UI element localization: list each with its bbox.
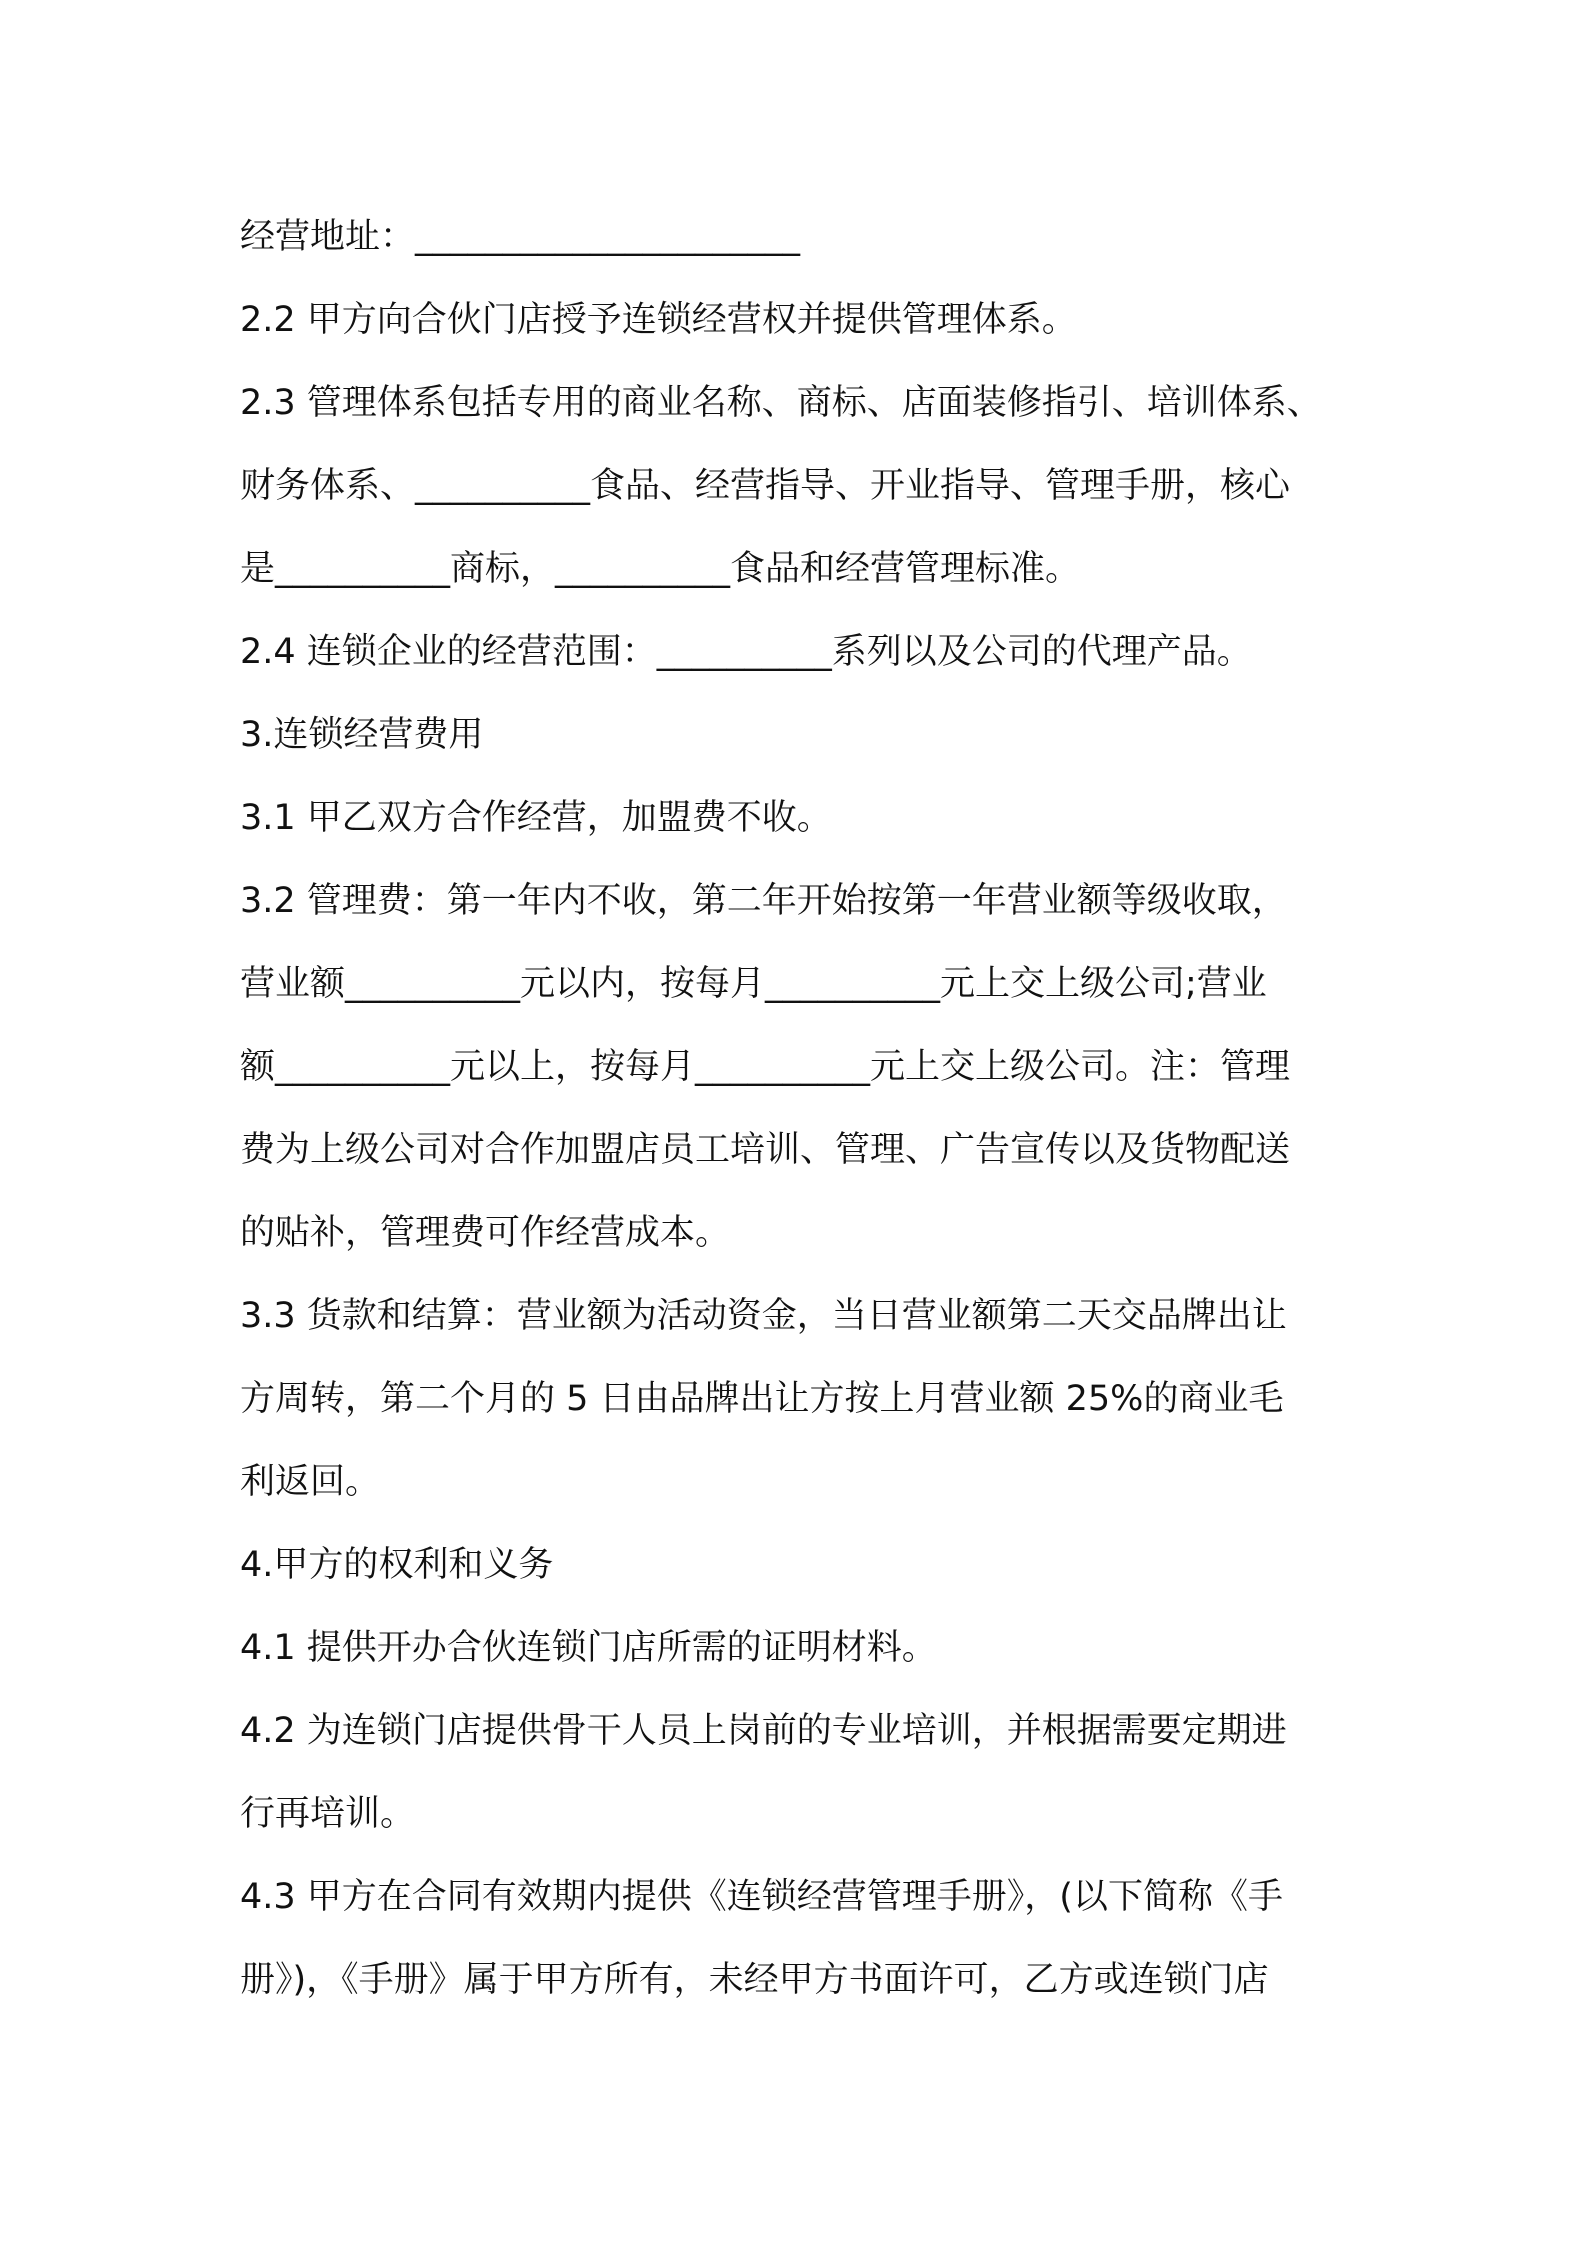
text-line-3-3-cont-1: 方周转，第二个月的 5 日由品牌出让方按上月营业额 25%的商业毛	[240, 1379, 1284, 1419]
text-line-3-2-cont-3: 费为上级公司对合作加盟店员工培训、管理、广告宣传以及货物配送	[240, 1130, 1291, 1170]
text-line-3-3: 3.3 货款和结算：营业额为活动资金，当日营业额第二天交品牌出让	[240, 1296, 1287, 1336]
text-line-2-3-cont-1: 财务体系、__________食品、经营指导、开业指导、管理手册，核心	[240, 466, 1291, 506]
text-line-4-1: 4.1 提供开办合伙连锁门店所需的证明材料。	[240, 1628, 937, 1668]
document-page	[240, 196, 1350, 2022]
text-line-3-3-cont-2: 利返回。	[240, 1462, 381, 1502]
text-line-business-address: 经营地址：______________________	[240, 217, 801, 257]
text-line-2-2: 2.2 甲方向合伙门店授予连锁经营权并提供管理体系。	[240, 300, 1077, 340]
text-line-4-3: 4.3 甲方在合同有效期内提供《连锁经营管理手册》，(以下简称《手	[240, 1877, 1283, 1917]
text-line-2-3-cont-2: 是__________商标，__________食品和经营管理标准。	[240, 549, 1081, 589]
text-line-2-4: 2.4 连锁企业的经营范围：__________系列以及公司的代理产品。	[240, 632, 1252, 672]
text-line-3-2: 3.2 管理费：第一年内不收，第二年开始按第一年营业额等级收取，	[240, 881, 1287, 921]
text-line-4-2-cont-1: 行再培训。	[240, 1794, 416, 1834]
section-heading-3: 3.连锁经营费用	[240, 715, 484, 755]
text-line-4-3-cont-1: 册》)，《手册》属于甲方所有，未经甲方书面许可，乙方或连锁门店	[240, 1960, 1269, 2000]
text-line-4-2: 4.2 为连锁门店提供骨干人员上岗前的专业培训，并根据需要定期进	[240, 1711, 1287, 1751]
text-line-2-3: 2.3 管理体系包括专用的商业名称、商标、店面装修指引、培训体系、	[240, 383, 1322, 423]
text-line-3-2-cont-4: 的贴补，管理费可作经营成本。	[240, 1213, 731, 1253]
text-line-3-2-cont-1: 营业额__________元以内，按每月__________元上交上级公司;营业	[240, 964, 1267, 1004]
text-line-3-2-cont-2: 额__________元以上，按每月__________元上交上级公司。注：管理	[240, 1047, 1291, 1087]
text-line-3-1: 3.1 甲乙双方合作经营，加盟费不收。	[240, 798, 832, 838]
section-heading-4: 4.甲方的权利和义务	[240, 1545, 554, 1585]
